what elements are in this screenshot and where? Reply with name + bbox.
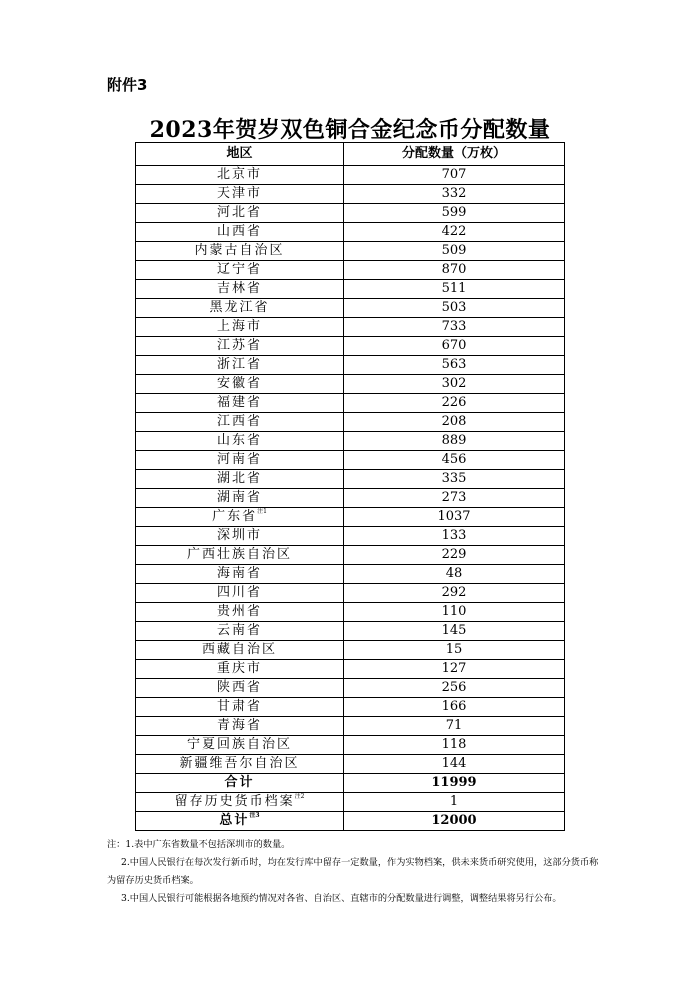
region-name: 江西省 [216, 414, 262, 429]
quantity-cell: 511 [344, 280, 565, 299]
header-region: 地区 [136, 143, 344, 166]
quantity-cell: 563 [344, 356, 565, 375]
region-name: 浙江省 [216, 357, 262, 372]
quantity-cell: 229 [344, 546, 565, 565]
table-row [136, 793, 565, 812]
region-name: 河北省 [216, 205, 262, 220]
region-cell [136, 261, 344, 280]
region-cell [136, 679, 344, 698]
quantity-cell: 599 [344, 204, 565, 223]
quantity-cell: 456 [344, 451, 565, 470]
table-row [136, 318, 565, 337]
quantity-cell: 144 [344, 755, 565, 774]
quantity-cell: 302 [344, 375, 565, 394]
region-name: 陕西省 [216, 680, 262, 695]
table-row [136, 413, 565, 432]
region-cell [136, 774, 344, 793]
table-row [136, 451, 565, 470]
region-name: 总计 [219, 813, 250, 828]
quantity-cell: 11999 [344, 774, 565, 793]
region-name: 天津市 [216, 186, 262, 201]
region-name: 云南省 [216, 623, 262, 638]
quantity-cell: 127 [344, 660, 565, 679]
region-name: 四川省 [216, 585, 262, 600]
distribution-table [135, 142, 565, 831]
table-row [136, 223, 565, 242]
region-name: 福建省 [216, 395, 262, 410]
table-row [136, 736, 565, 755]
quantity-cell: 273 [344, 489, 565, 508]
quantity-cell: 335 [344, 470, 565, 489]
table-row [136, 698, 565, 717]
region-cell [136, 736, 344, 755]
quantity-cell: 118 [344, 736, 565, 755]
region-name: 宁夏回族自治区 [186, 737, 292, 752]
table-row [136, 584, 565, 603]
quantity-cell: 889 [344, 432, 565, 451]
footnote-marker: 注2 [294, 793, 305, 800]
quantity-cell: 12000 [344, 812, 565, 831]
region-name: 甘肃省 [216, 699, 262, 714]
table-row [136, 166, 565, 185]
quantity-cell: 133 [344, 527, 565, 546]
region-cell [136, 413, 344, 432]
quantity-cell: 1 [344, 793, 565, 812]
table-row [136, 375, 565, 394]
region-name: 黑龙江省 [209, 300, 270, 315]
attachment-label: 附件3 [107, 76, 148, 94]
table-row [136, 470, 565, 489]
region-cell [136, 546, 344, 565]
region-cell [136, 622, 344, 641]
quantity-cell: 48 [344, 565, 565, 584]
region-cell [136, 356, 344, 375]
region-name: 吉林省 [216, 281, 262, 296]
quantity-cell: 870 [344, 261, 565, 280]
footnote-marker: 注1 [257, 508, 267, 515]
quantity-cell: 670 [344, 337, 565, 356]
quantity-cell: 15 [344, 641, 565, 660]
region-cell [136, 204, 344, 223]
table-row [136, 622, 565, 641]
region-cell [136, 451, 344, 470]
footnote-marker: 注3 [249, 812, 260, 819]
region-cell [136, 242, 344, 261]
region-cell [136, 755, 344, 774]
table-row [136, 356, 565, 375]
table-header-row [136, 143, 565, 166]
region-cell [136, 185, 344, 204]
region-cell [136, 280, 344, 299]
region-name: 青海省 [216, 718, 262, 733]
quantity-cell: 1037 [344, 508, 565, 527]
region-cell [136, 717, 344, 736]
region-name: 广东省 [212, 509, 258, 524]
region-cell [136, 660, 344, 679]
region-name: 深圳市 [216, 528, 262, 543]
region-name: 湖南省 [216, 490, 262, 505]
table-body [136, 166, 565, 831]
region-name: 海南省 [216, 566, 262, 581]
region-cell [136, 793, 344, 812]
table-row [136, 717, 565, 736]
document-title: 2023年贺岁双色铜合金纪念币分配数量 [149, 117, 551, 143]
footnote-2: 2.中国人民银行在每次发行新币时，均在发行库中留存一定数量，作为实物档案，供未来货币研究使用，这部分货币称为留存历史货币档案。 [107, 857, 599, 886]
quantity-cell: 292 [344, 584, 565, 603]
region-cell [136, 603, 344, 622]
quantity-cell: 503 [344, 299, 565, 318]
table-row [136, 242, 565, 261]
region-cell [136, 337, 344, 356]
region-name: 湖北省 [216, 471, 262, 486]
region-name: 西藏自治区 [201, 642, 277, 657]
region-cell [136, 470, 344, 489]
footnotes [107, 836, 607, 908]
region-cell [136, 299, 344, 318]
quantity-cell: 256 [344, 679, 565, 698]
quantity-cell: 332 [344, 185, 565, 204]
region-cell [136, 641, 344, 660]
region-cell [136, 565, 344, 584]
quantity-cell: 422 [344, 223, 565, 242]
table-row [136, 394, 565, 413]
table-row [136, 280, 565, 299]
quantity-cell: 733 [344, 318, 565, 337]
table-row [136, 527, 565, 546]
region-cell [136, 166, 344, 185]
table-row [136, 755, 565, 774]
table-row [136, 337, 565, 356]
table-row [136, 546, 565, 565]
region-name: 广西壮族自治区 [186, 547, 292, 562]
footnote-1: 注：1.表中广东省数量不包括深圳市的数量。 [107, 839, 291, 850]
region-name: 重庆市 [216, 661, 262, 676]
table-row [136, 299, 565, 318]
region-cell [136, 584, 344, 603]
region-name: 山西省 [216, 224, 262, 239]
quantity-cell: 707 [344, 166, 565, 185]
region-name: 贵州省 [216, 604, 262, 619]
quantity-cell: 71 [344, 717, 565, 736]
quantity-cell: 509 [344, 242, 565, 261]
region-name: 内蒙古自治区 [194, 243, 285, 258]
region-cell [136, 489, 344, 508]
table-row [136, 489, 565, 508]
region-name: 安徽省 [216, 376, 262, 391]
region-cell [136, 318, 344, 337]
table-row [136, 641, 565, 660]
table-row [136, 774, 565, 793]
table-row [136, 261, 565, 280]
region-cell [136, 223, 344, 242]
quantity-cell: 208 [344, 413, 565, 432]
region-name: 辽宁省 [216, 262, 262, 277]
region-cell [136, 394, 344, 413]
region-name: 江苏省 [216, 338, 262, 353]
header-quantity: 分配数量（万枚） [344, 143, 565, 166]
table-row [136, 185, 565, 204]
table-row [136, 432, 565, 451]
table-row [136, 603, 565, 622]
region-name: 合计 [224, 775, 255, 790]
table-row [136, 660, 565, 679]
quantity-cell: 110 [344, 603, 565, 622]
region-name: 留存历史货币档案 [174, 794, 295, 809]
region-cell [136, 527, 344, 546]
table-row [136, 679, 565, 698]
quantity-cell: 145 [344, 622, 565, 641]
footnote-3: 3.中国人民银行可能根据各地预约情况对各省、自治区、直辖市的分配数量进行调整，调整结果将另行公布。 [121, 893, 562, 904]
table-row [136, 204, 565, 223]
region-cell [136, 812, 344, 831]
region-name: 新疆维吾尔自治区 [179, 756, 300, 771]
quantity-cell: 226 [344, 394, 565, 413]
region-name: 山东省 [216, 433, 262, 448]
region-cell [136, 698, 344, 717]
region-name: 河南省 [216, 452, 262, 467]
region-cell [136, 432, 344, 451]
table-row [136, 565, 565, 584]
region-name: 北京市 [216, 167, 262, 182]
region-cell [136, 375, 344, 394]
table-row [136, 812, 565, 831]
region-cell [136, 508, 344, 527]
quantity-cell: 166 [344, 698, 565, 717]
region-name: 上海市 [216, 319, 262, 334]
table-row [136, 508, 565, 527]
